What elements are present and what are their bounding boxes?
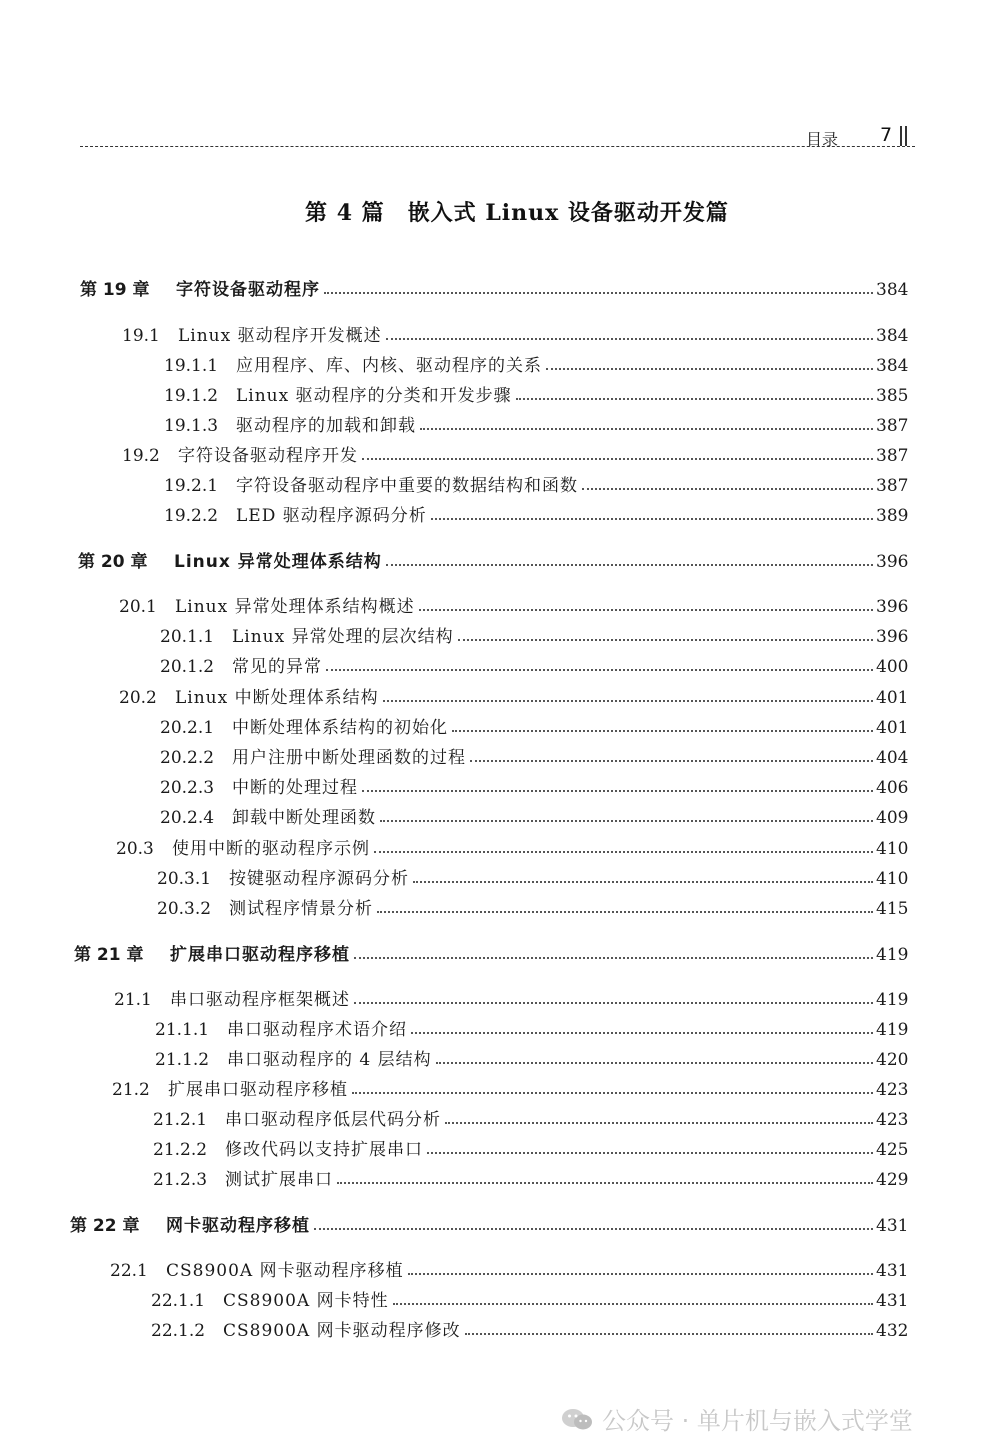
toc-entry-number: 21.2 (112, 1080, 150, 1100)
dot-leader (452, 730, 873, 732)
watermark-text: 公众号 · 单片机与嵌入式学堂 (602, 1407, 913, 1435)
toc-entry-label (160, 622, 454, 647)
toc-entry-number: 19.1.3 (164, 416, 219, 436)
dot-leader (516, 398, 873, 400)
toc-entry-page: 410 (876, 869, 909, 889)
toc-entry-page: 423 (876, 1080, 909, 1100)
dot-leader (582, 488, 873, 490)
toc-entry-label (160, 713, 448, 738)
toc-subsection-row (160, 621, 912, 647)
toc-entry-label (78, 547, 382, 572)
dot-leader (408, 1273, 873, 1275)
toc-entry-page: 387 (876, 446, 909, 466)
dot-leader (411, 1032, 873, 1034)
toc-entry-number: 22.1 (110, 1261, 148, 1281)
toc-subsection-row (151, 1285, 912, 1311)
toc-entry-label (153, 1135, 423, 1160)
toc-section-row (110, 1255, 912, 1281)
dot-leader (362, 790, 873, 792)
toc-subsection-row (160, 772, 912, 798)
dot-leader (413, 881, 873, 883)
dot-leader (380, 820, 873, 822)
dot-leader (354, 957, 873, 959)
toc-subsection-row (164, 380, 912, 406)
toc-entry-label (164, 351, 542, 376)
toc-entry-label (80, 275, 320, 300)
header-rule (80, 146, 915, 147)
toc-entry-page: 404 (876, 748, 909, 768)
dot-leader (458, 639, 873, 641)
toc-entry-title: Linux 异常处理体系结构 (174, 552, 382, 572)
toc-subsection-row (164, 410, 912, 436)
toc-entry-label (114, 985, 350, 1010)
toc-entry-title: 用户注册中断处理函数的过程 (232, 748, 466, 768)
toc-subsection-row (160, 712, 912, 738)
toc-entry-number: 20.2.4 (160, 808, 215, 828)
dot-leader (386, 338, 873, 340)
toc-subsection-row (153, 1134, 912, 1160)
toc-entry-page: 396 (876, 552, 909, 572)
toc-entry-number: 19.1.2 (164, 386, 219, 406)
toc-entry-label (160, 773, 358, 798)
toc-entry-number: 20.3.1 (157, 869, 212, 889)
toc-entry-number: 21.1.1 (155, 1020, 210, 1040)
toc-entry-label (74, 940, 350, 965)
toc-entry-label (157, 894, 373, 919)
dot-leader (362, 458, 873, 460)
toc-entry-number: 19.2.1 (164, 476, 219, 496)
toc-entry-title: 串口驱动程序低层代码分析 (225, 1110, 441, 1130)
toc-entry-label (119, 683, 379, 708)
toc-subsection-row (153, 1104, 912, 1130)
toc-entry-label (160, 803, 376, 828)
toc-entry-number: 19.2.2 (164, 506, 219, 526)
toc-entry-title: 修改代码以支持扩展串口 (225, 1140, 423, 1160)
toc-entry-number: 19.1 (122, 326, 160, 346)
toc-entry-label (164, 471, 578, 496)
toc-entry-title: 卸载中断处理函数 (232, 808, 376, 828)
toc-entry-page: 425 (876, 1140, 909, 1160)
toc-entry-title: 串口驱动程序术语介绍 (227, 1020, 407, 1040)
toc-entry-page: 423 (876, 1110, 909, 1130)
toc-entry-label (160, 652, 322, 677)
toc-entry-number: 第 20 章 (78, 552, 148, 572)
toc-subsection-row (157, 863, 912, 889)
toc-subsection-row (164, 500, 912, 526)
toc-entry-page: 419 (876, 990, 909, 1010)
toc-entry-number: 21.1.2 (155, 1050, 210, 1070)
toc-chapter-row (80, 274, 912, 300)
toc-entry-label (122, 321, 382, 346)
toc-entry-page: 384 (876, 326, 909, 346)
toc-entry-title: 按键驱动程序源码分析 (229, 869, 409, 889)
dot-leader (337, 1182, 873, 1184)
toc-entry-label (155, 1045, 432, 1070)
watermark (560, 1401, 913, 1436)
toc-section-row (116, 833, 912, 859)
toc-entry-number: 21.2.1 (153, 1110, 208, 1130)
toc-entry-page: 384 (876, 356, 909, 376)
dot-leader (436, 1062, 873, 1064)
dot-leader (383, 700, 873, 702)
toc-entry-page: 396 (876, 597, 909, 617)
toc-entry-title: 使用中断的驱动程序示例 (172, 839, 370, 859)
toc-entry-page: 385 (876, 386, 909, 406)
header-label: 目录 (806, 130, 839, 149)
toc-entry-title: 中断的处理过程 (232, 778, 358, 798)
dot-leader (377, 911, 873, 913)
toc-entry-page: 384 (876, 280, 909, 300)
toc-entry-title: CS8900A 网卡特性 (223, 1291, 389, 1311)
toc-entry-page: 406 (876, 778, 909, 798)
dot-leader (354, 1002, 873, 1004)
dot-leader (431, 518, 873, 520)
toc-entry-number: 20.1 (119, 597, 157, 617)
toc-entry-number: 20.2.2 (160, 748, 215, 768)
toc-entry-page: 415 (876, 899, 909, 919)
toc-entry-label (155, 1015, 407, 1040)
toc-entry-title: 常见的异常 (232, 657, 322, 677)
dot-leader (470, 760, 873, 762)
toc-entry-title: LED 驱动程序源码分析 (236, 506, 427, 526)
toc-subsection-row (164, 350, 912, 376)
toc-entry-title: 串口驱动程序框架概述 (170, 990, 350, 1010)
toc-entry-page: 409 (876, 808, 909, 828)
toc-entry-number: 19.1.1 (164, 356, 219, 376)
toc-section-row (119, 591, 912, 617)
toc-entry-number: 22.1.1 (151, 1291, 206, 1311)
toc-entry-number: 第 19 章 (80, 280, 150, 300)
toc-entry-number: 22.1.2 (151, 1321, 206, 1341)
toc-entry-title: Linux 驱动程序的分类和开发步骤 (236, 386, 512, 406)
toc-subsection-row (164, 470, 912, 496)
toc-entry-page: 431 (876, 1261, 909, 1281)
dot-leader (393, 1303, 873, 1305)
toc-entry-title: 扩展串口驱动程序移植 (170, 945, 350, 965)
header-bar (905, 126, 907, 146)
dot-leader (419, 609, 873, 611)
toc-entry-label (70, 1211, 310, 1236)
toc-entry-label (116, 834, 370, 859)
dot-leader (314, 1228, 873, 1230)
toc-entry-label (119, 592, 415, 617)
toc-section-row (114, 984, 912, 1010)
toc-entry-label (153, 1165, 333, 1190)
toc-entry-title: 字符设备驱动程序 (176, 280, 320, 300)
toc-entry-number: 20.3 (116, 839, 154, 859)
toc-subsection-row (155, 1014, 912, 1040)
toc-entry-page: 431 (876, 1291, 909, 1311)
toc-entry-label (157, 864, 409, 889)
toc-entry-label (164, 381, 512, 406)
toc-entry-title: 字符设备驱动程序中重要的数据结构和函数 (236, 476, 578, 496)
toc-subsection-row (160, 651, 912, 677)
toc-entry-label (160, 743, 466, 768)
toc-entry-number: 20.1.1 (160, 627, 215, 647)
toc-entry-label (153, 1105, 441, 1130)
toc-entry-page: 432 (876, 1321, 909, 1341)
toc-entry-page: 419 (876, 945, 909, 965)
toc-entry-page: 401 (876, 718, 909, 738)
header-page-number: 7 (880, 124, 893, 146)
toc-entry-title: 扩展串口驱动程序移植 (168, 1080, 348, 1100)
toc-subsection-row (155, 1044, 912, 1070)
toc-entry-number: 20.2 (119, 688, 157, 708)
toc-section-row (119, 682, 912, 708)
toc-entry-label (164, 501, 427, 526)
toc-entry-title: CS8900A 网卡驱动程序移植 (166, 1261, 404, 1281)
toc-entry-page: 419 (876, 1020, 909, 1040)
toc-entry-title: CS8900A 网卡驱动程序修改 (223, 1321, 461, 1341)
toc-entry-title: Linux 中断处理体系结构 (175, 688, 379, 708)
dot-leader (352, 1092, 873, 1094)
toc-entry-number: 21.2.2 (153, 1140, 208, 1160)
toc-entry-title: Linux 异常处理的层次结构 (232, 627, 454, 647)
toc-entry-title: 应用程序、库、内核、驱动程序的关系 (236, 356, 542, 376)
toc-entry-label (151, 1316, 461, 1341)
toc-entry-page: 401 (876, 688, 909, 708)
toc-entry-title: 测试扩展串口 (225, 1170, 333, 1190)
toc-chapter-row (78, 546, 912, 572)
toc-entry-title: 串口驱动程序的 4 层结构 (227, 1050, 432, 1070)
dot-leader (374, 851, 873, 853)
toc-entry-page: 389 (876, 506, 909, 526)
dot-leader (445, 1122, 873, 1124)
part-title: 第 4 篇 嵌入式 Linux 设备驱动开发篇 (305, 200, 729, 226)
toc-entry-label (164, 411, 416, 436)
toc-entry-title: 驱动程序的加载和卸载 (236, 416, 416, 436)
toc-entry-title: Linux 异常处理体系结构概述 (175, 597, 415, 617)
toc-entry-number: 20.1.2 (160, 657, 215, 677)
toc-entry-label (151, 1286, 389, 1311)
toc-entry-number: 19.2 (122, 446, 160, 466)
toc-entry-page: 410 (876, 839, 909, 859)
toc-entry-label (112, 1075, 348, 1100)
toc-entry-title: Linux 驱动程序开发概述 (178, 326, 382, 346)
toc-chapter-row (70, 1210, 912, 1236)
toc-entry-page: 387 (876, 416, 909, 436)
dot-leader (386, 564, 873, 566)
toc-entry-title: 测试程序情景分析 (229, 899, 373, 919)
toc-entry-number: 21.2.3 (153, 1170, 208, 1190)
toc-entry-page: 420 (876, 1050, 909, 1070)
toc-subsection-row (151, 1315, 912, 1341)
toc-entry-label (122, 441, 358, 466)
toc-subsection-row (157, 893, 912, 919)
dot-leader (324, 292, 873, 294)
toc-subsection-row (160, 742, 912, 768)
toc-entry-page: 429 (876, 1170, 909, 1190)
toc-entry-number: 20.2.3 (160, 778, 215, 798)
toc-section-row (112, 1074, 912, 1100)
toc-entry-number: 第 22 章 (70, 1216, 140, 1236)
toc-entry-number: 20.3.2 (157, 899, 212, 919)
wechat-icon (560, 1407, 594, 1431)
toc-entry-title: 网卡驱动程序移植 (166, 1216, 310, 1236)
dot-leader (326, 669, 873, 671)
toc-subsection-row (153, 1164, 912, 1190)
toc-entry-number: 20.2.1 (160, 718, 215, 738)
toc-entry-page: 400 (876, 657, 909, 677)
toc-section-row (122, 320, 912, 346)
toc-entry-page: 396 (876, 627, 909, 647)
toc-chapter-row (74, 939, 912, 965)
toc-section-row (122, 440, 912, 466)
toc-entry-page: 387 (876, 476, 909, 496)
toc-entry-number: 21.1 (114, 990, 152, 1010)
toc-entry-label (110, 1256, 404, 1281)
dot-leader (546, 368, 873, 370)
toc-entry-number: 第 21 章 (74, 945, 144, 965)
dot-leader (465, 1333, 873, 1335)
toc-entry-page: 431 (876, 1216, 909, 1236)
toc-subsection-row (160, 802, 912, 828)
toc-entry-title: 字符设备驱动程序开发 (178, 446, 358, 466)
dot-leader (427, 1152, 873, 1154)
header-bar (900, 126, 902, 146)
dot-leader (420, 428, 873, 430)
toc-entry-title: 中断处理体系结构的初始化 (232, 718, 448, 738)
